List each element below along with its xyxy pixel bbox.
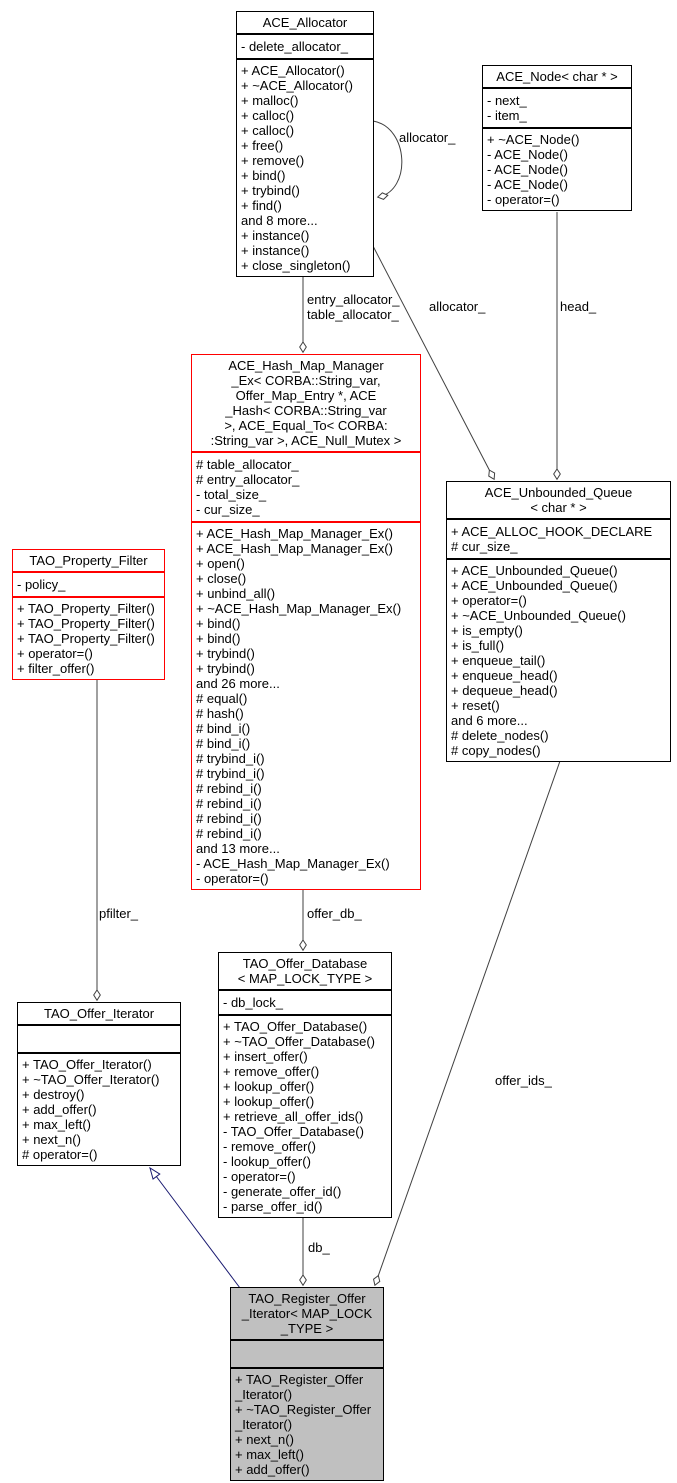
aggregation-edge-allocator-self [373,121,402,197]
member-row: + ACE_Unbounded_Queue() [451,563,618,578]
member-row: :String_var >, ACE_Null_Mutex > [210,433,402,448]
member-row: _TYPE > [280,1321,334,1336]
edge-label-entry-table-allocator [307,292,400,322]
class-methods [447,558,670,761]
class-box-ace-node[interactable] [482,65,632,211]
member-row: + TAO_Property_Filter() [17,631,155,646]
member-row: + lookup_offer() [223,1094,315,1109]
member-row: # rebind_i() [196,826,262,841]
member-row: + malloc() [241,93,299,108]
member-row: + TAO_Offer_Database() [223,1019,368,1034]
class-attributes [18,1024,180,1052]
edge-label-offer-db: offer_db_ [307,906,362,921]
member-row: - TAO_Offer_Database() [223,1124,364,1139]
member-row: + ~ACE_Hash_Map_Manager_Ex() [196,601,402,616]
member-row: + reset() [451,698,500,713]
member-row: - ACE_Node() [487,162,568,177]
edge-label-offer-ids: offer_ids_ [495,1073,552,1088]
member-row: - total_size_ [196,487,267,502]
class-title [231,1288,383,1339]
class-attributes [192,451,420,521]
member-row: + destroy() [22,1087,85,1102]
member-row: - parse_offer_id() [223,1199,323,1214]
member-row: + next_n() [22,1132,81,1147]
member-row: - db_lock_ [223,995,283,1010]
member-row: + bind() [241,168,286,183]
member-row: + insert_offer() [223,1049,308,1064]
class-box-ace-allocator[interactable] [236,11,374,277]
class-attributes [447,518,670,558]
class-title [192,355,420,451]
member-row: # hash() [196,706,244,721]
member-row: + add_offer() [235,1462,310,1477]
class-attributes [231,1339,383,1367]
member-row: + ~TAO_Offer_Database() [223,1034,375,1049]
member-row: # table_allocator_ [196,457,299,472]
member-row: TAO_Offer_Iterator [43,1006,155,1021]
member-row: ACE_Unbounded_Queue [484,485,633,500]
class-methods [483,127,631,210]
member-row: + retrieve_all_offer_ids() [223,1109,364,1124]
member-row: - operator=() [487,192,560,207]
member-row: + calloc() [241,123,295,138]
member-row: + bind() [196,616,241,631]
edge-label-pfilter: pfilter_ [99,906,139,921]
member-row: - operator=() [223,1169,296,1184]
member-row: + enqueue_head() [451,668,558,683]
member-row: # trybind_i() [196,766,265,781]
member-row: + lookup_offer() [223,1079,315,1094]
member-row: _Iterator< MAP_LOCK [241,1306,373,1321]
member-row: + find() [241,198,282,213]
member-row: + ACE_Allocator() [241,63,345,78]
member-row: + free() [241,138,284,153]
member-row: + ~ACE_Node() [487,132,580,147]
edge-label-line: entry_allocator_ [307,292,400,307]
class-attributes [219,989,391,1014]
member-row: + ~ACE_Allocator() [241,78,353,93]
member-row: + trybind() [196,661,255,676]
member-row: # delete_nodes() [451,728,549,743]
edge-label-db: db_ [308,1240,330,1255]
member-row: ACE_Node< char * > [496,69,618,84]
member-row: + max_left() [235,1447,304,1462]
member-row: # copy_nodes() [451,743,541,758]
member-row: _Iterator() [235,1417,293,1432]
class-title [237,12,373,33]
class-attributes [483,87,631,127]
member-row: + dequeue_head() [451,683,558,698]
member-row: - lookup_offer() [223,1154,311,1169]
member-row: - operator=() [196,871,269,886]
class-box-tao-offer-iterator[interactable] [17,1002,181,1166]
member-row: - remove_offer() [223,1139,316,1154]
class-title [219,953,391,989]
edge-label-head: head_ [560,299,597,314]
member-row: # operator=() [22,1147,98,1162]
member-row: + next_n() [235,1432,294,1447]
class-attributes [13,571,164,596]
member-row: TAO_Offer_Database [242,956,368,971]
member-row: and 26 more... [196,676,280,691]
member-row: - generate_offer_id() [223,1184,342,1199]
member-row: - ACE_Hash_Map_Manager_Ex() [196,856,390,871]
class-box-ace-unbounded-queue[interactable] [446,481,671,762]
member-row: + TAO_Register_Offer [235,1372,364,1387]
member-row: # rebind_i() [196,796,262,811]
member-row: TAO_Register_Offer [248,1291,366,1306]
member-row: + calloc() [241,108,295,123]
class-title [18,1003,180,1024]
member-row: # bind_i() [196,721,251,736]
member-row: + TAO_Property_Filter() [17,616,155,631]
member-row: Offer_Map_Entry *, ACE [235,388,377,403]
member-row: - ACE_Node() [487,177,568,192]
member-row: - policy_ [17,577,66,592]
member-row: < char * > [530,500,587,515]
member-row: + instance() [241,228,310,243]
class-box-tao-register-offer-iterator[interactable] [230,1287,384,1481]
member-row: _Hash< CORBA::String_var [225,403,387,418]
member-row: < MAP_LOCK_TYPE > [237,971,373,986]
edge-label-allocator-queue: allocator_ [429,299,486,314]
member-row: >, ACE_Equal_To< CORBA: [224,418,388,433]
class-box-ace-hash-map-manager-ex[interactable] [191,354,421,890]
member-row: # cur_size_ [451,539,518,554]
member-row: # rebind_i() [196,811,262,826]
member-row: - item_ [487,108,527,123]
class-methods [231,1367,383,1480]
member-row: _Ex< CORBA::String_var, [231,373,381,388]
member-row: + operator=() [17,646,93,661]
member-row: + TAO_Offer_Iterator() [22,1057,152,1072]
class-title [13,550,164,571]
member-row: # bind_i() [196,736,251,751]
member-row: and 13 more... [196,841,280,856]
member-row: + ACE_Unbounded_Queue() [451,578,618,593]
class-methods [13,596,164,679]
member-row: + unbind_all() [196,586,276,601]
member-row: + ~TAO_Offer_Iterator() [22,1072,160,1087]
member-row: + operator=() [451,593,527,608]
member-row: TAO_Property_Filter [29,553,148,568]
member-row: + TAO_Property_Filter() [17,601,155,616]
class-methods [192,521,420,889]
class-attributes [237,33,373,58]
edge-label-line: table_allocator_ [307,307,399,322]
member-row: + close() [196,571,247,586]
member-row: + open() [196,556,245,571]
member-row: + is_empty() [451,623,523,638]
class-methods [219,1014,391,1217]
member-row: and 6 more... [451,713,528,728]
member-row: ACE_Hash_Map_Manager [228,358,384,373]
member-row: + ~ACE_Unbounded_Queue() [451,608,626,623]
member-row: + remove_offer() [223,1064,320,1079]
member-row: - cur_size_ [196,502,260,517]
class-box-tao-offer-database[interactable] [218,952,392,1218]
member-row: and 8 more... [241,213,318,228]
member-row: + ~TAO_Register_Offer [235,1402,372,1417]
member-row: + trybind() [196,646,255,661]
member-row: - ACE_Node() [487,147,568,162]
member-row: + remove() [241,153,305,168]
member-row: + filter_offer() [17,661,95,676]
class-methods [18,1052,180,1165]
member-row: + add_offer() [22,1102,97,1117]
class-box-tao-property-filter[interactable] [12,549,165,680]
member-row: _Iterator() [235,1387,293,1402]
class-title [483,66,631,87]
member-row: + bind() [196,631,241,646]
member-row: + max_left() [22,1117,91,1132]
member-row: + ACE_Hash_Map_Manager_Ex() [196,541,393,556]
member-row: + ACE_ALLOC_HOOK_DECLARE [451,524,653,539]
member-row: ACE_Allocator [262,15,348,30]
member-row: # rebind_i() [196,781,262,796]
member-row: # trybind_i() [196,751,265,766]
member-row: + trybind() [241,183,300,198]
member-row: + ACE_Hash_Map_Manager_Ex() [196,526,393,541]
member-row: - next_ [487,93,527,108]
member-row: + instance() [241,243,310,258]
member-row: + enqueue_tail() [451,653,546,668]
member-row: + close_singleton() [241,258,351,273]
class-title [447,482,670,518]
member-row: # entry_allocator_ [196,472,300,487]
edge-label-allocator-self: allocator_ [399,130,456,145]
class-methods [237,58,373,276]
member-row: - delete_allocator_ [241,39,348,54]
member-row: # equal() [196,691,248,706]
member-row: + is_full() [451,638,505,653]
